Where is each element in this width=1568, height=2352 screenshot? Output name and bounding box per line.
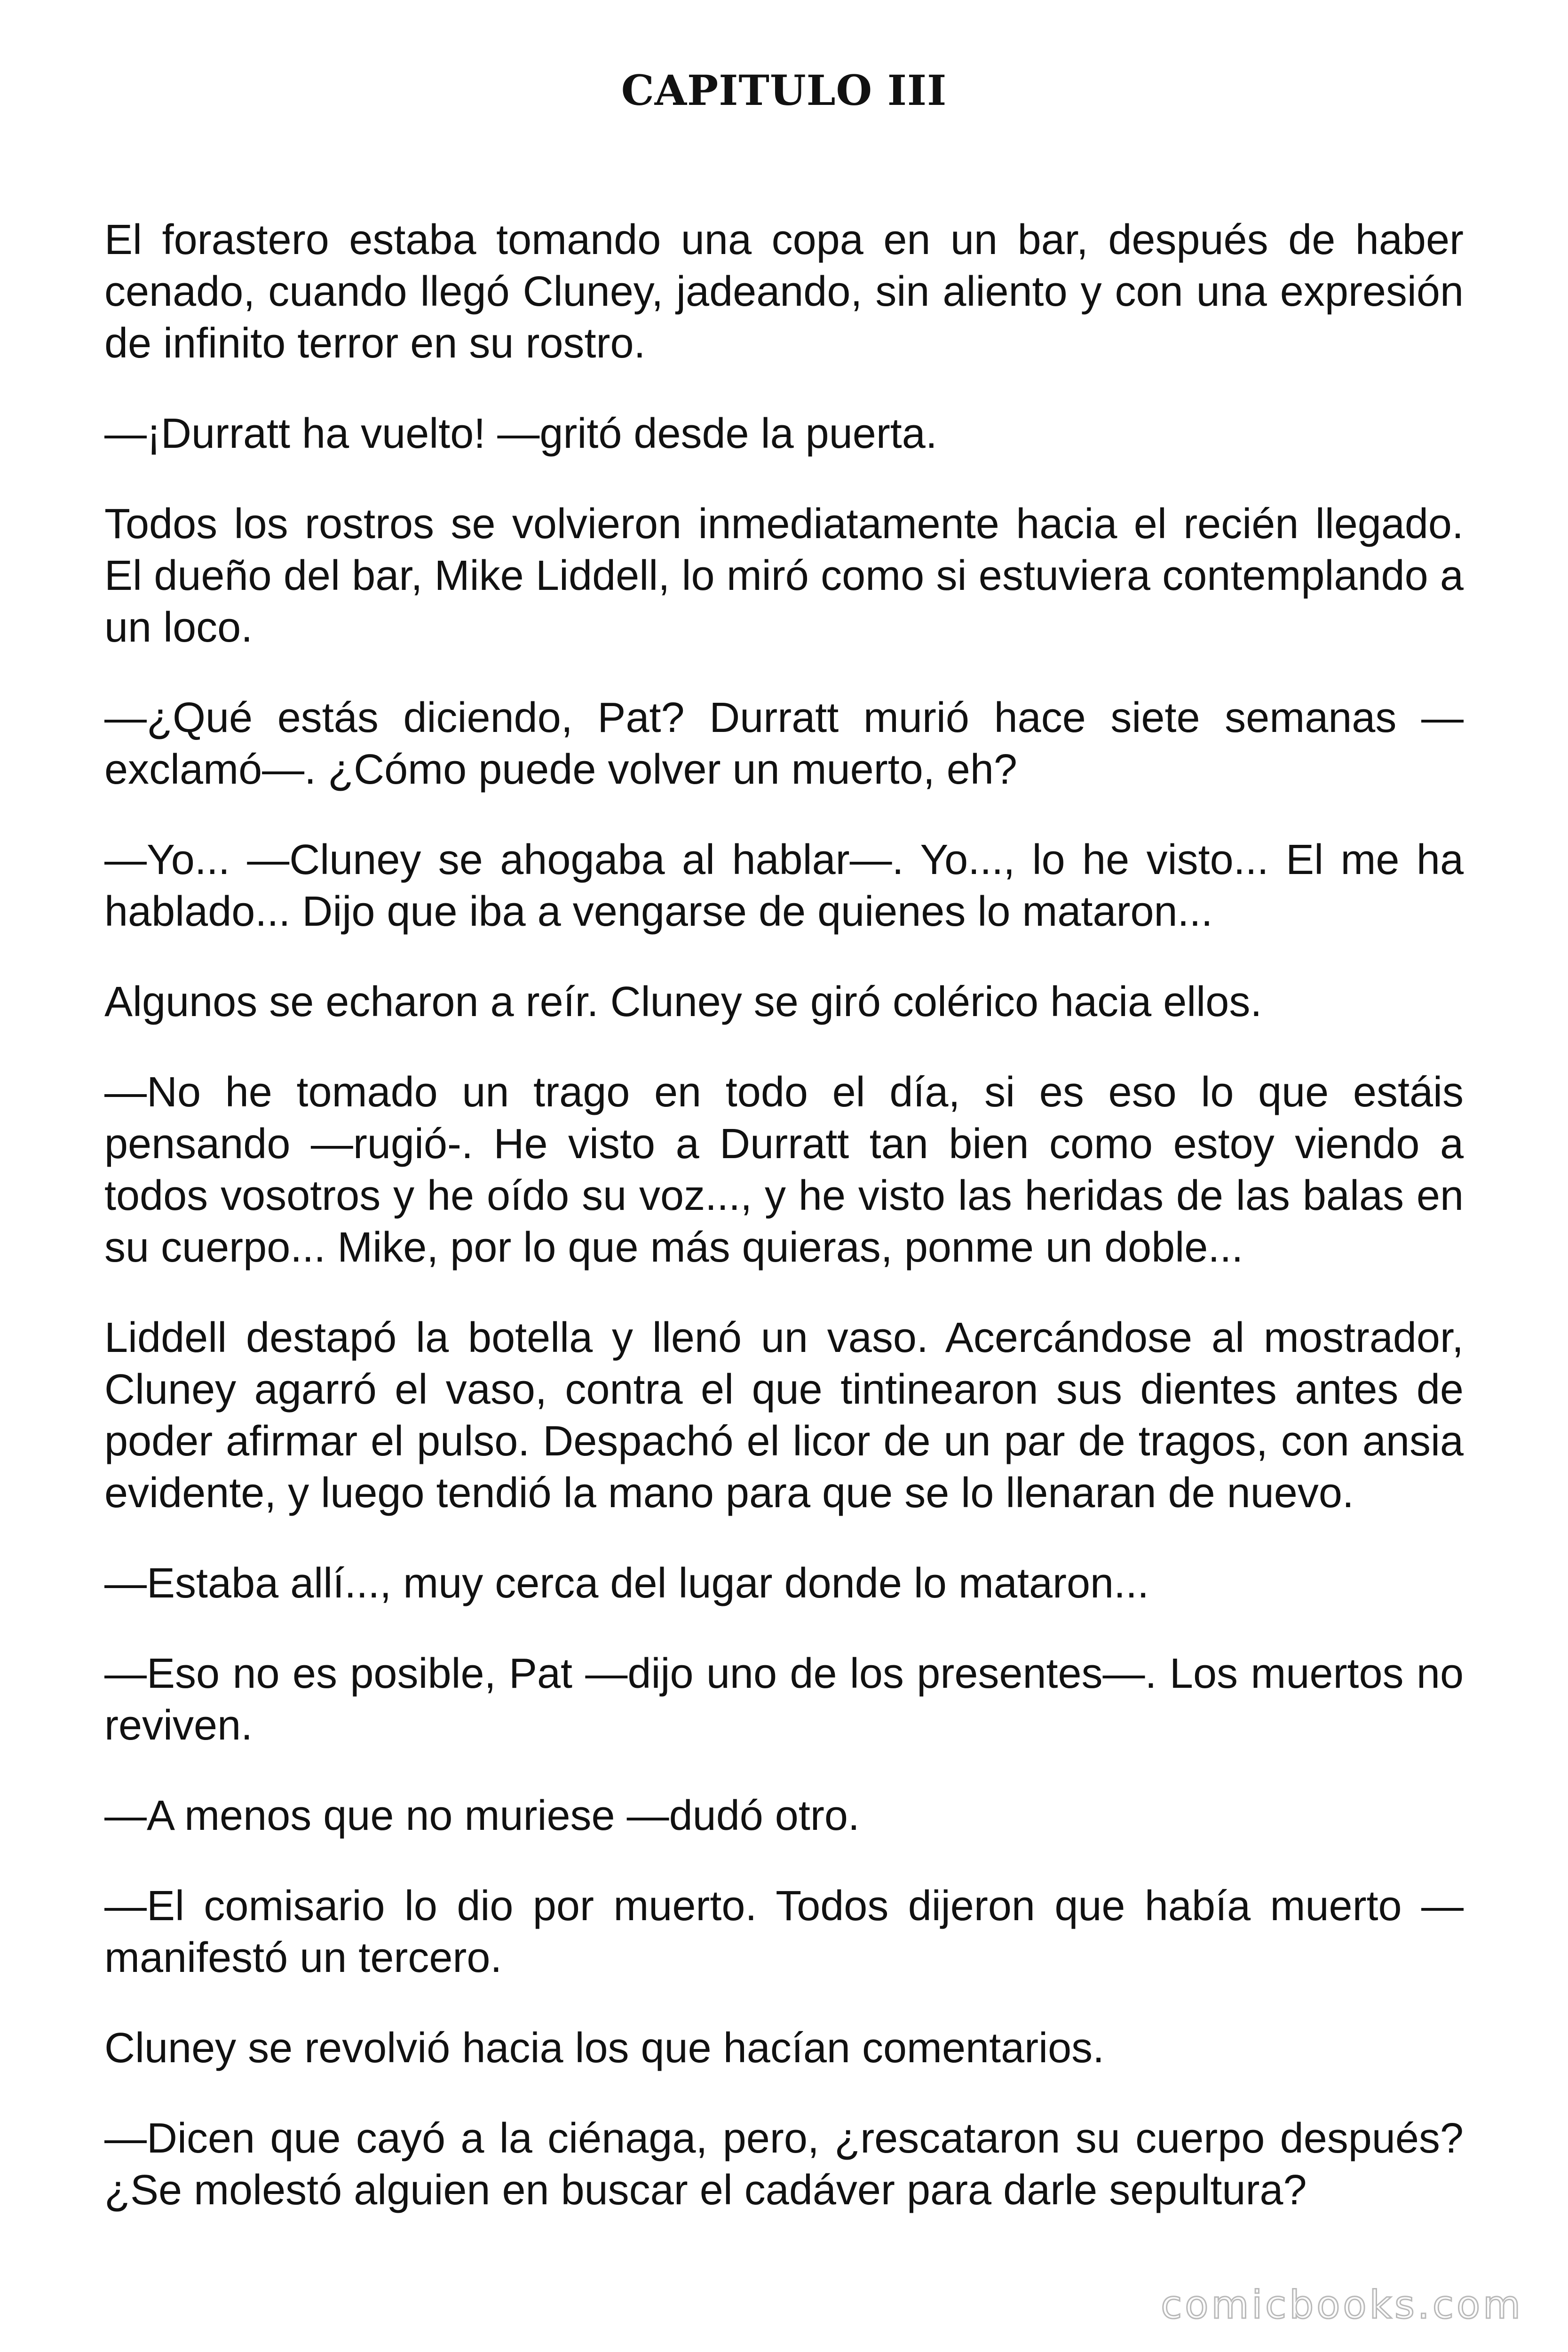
chapter-title: CAPITULO III xyxy=(621,66,947,115)
paragraph-5: —Yo... —Cluney se ahogaba al hablar—. Yo..., lo he visto... El me ha hablado... Dijo que iba a vengarse de quienes lo mataron... xyxy=(104,836,1464,935)
paragraph-3: Todos los rostros se volvieron inmediatamente hacia el recién llegado. El dueño del bar, Mike Liddell, lo miró como si estuviera contemplando a un loco. xyxy=(104,501,1464,651)
paragraph-4: —¿Qué estás diciendo, Pat? Durratt murió hace siete semanas —exclamó—. ¿Cómo puede volver un muerto, eh? xyxy=(104,694,1464,793)
paragraph-11: —A menos que no muriese —dudó otro. xyxy=(104,1792,860,1839)
paragraph-13: Cluney se revolvió hacia los que hacían comentarios. xyxy=(104,2025,1105,2072)
paragraph-2: —¡Durratt ha vuelto! —gritó desde la puerta. xyxy=(104,410,937,457)
paragraph-7: —No he tomado un trago en todo el día, si es eso lo que estáis pensando —rugió-. He visto a Durratt tan bien como estoy viendo a todos vosotros y he oído su voz..., y he visto las heridas de las balas en su cuerpo... Mike, por lo que más quieras, ponme un doble... xyxy=(104,1069,1464,1271)
paragraph-12: —El comisario lo dio por muerto. Todos dijeron que había muerto —manifestó un tercero. xyxy=(104,1883,1464,1981)
paragraph-9: —Estaba allí..., muy cerca del lugar donde lo mataron... xyxy=(104,1560,1149,1607)
chapter-body xyxy=(104,214,1464,2255)
paragraph-10: —Eso no es posible, Pat —dijo uno de los presentes—. Los muertos no reviven. xyxy=(104,1650,1464,1749)
paragraph-8: Liddell destapó la botella y llenó un vaso. Acercándose al mostrador, Cluney agarró el vaso, contra el que tintinearon sus dientes antes de poder afirmar el pulso. Despachó el licor de un par de tragos, con ansia evidente, y luego tendió la mano para que se lo llenaran de nuevo. xyxy=(104,1314,1464,1517)
paragraph-14: —Dicen que cayó a la ciénaga, pero, ¿rescataron su cuerpo después? ¿Se molestó alguien en buscar el cadáver para darle sepultura? xyxy=(104,2115,1464,2214)
paragraph-6: Algunos se echaron a reír. Cluney se giró colérico hacia ellos. xyxy=(104,978,1262,1025)
paragraph-1: El forastero estaba tomando una copa en un bar, después de haber cenado, cuando llegó Cluney, jadeando, sin aliento y con una expresión de infinito terror en su rostro. xyxy=(104,216,1464,367)
site-watermark: comicbooks.com xyxy=(1161,2283,1523,2328)
